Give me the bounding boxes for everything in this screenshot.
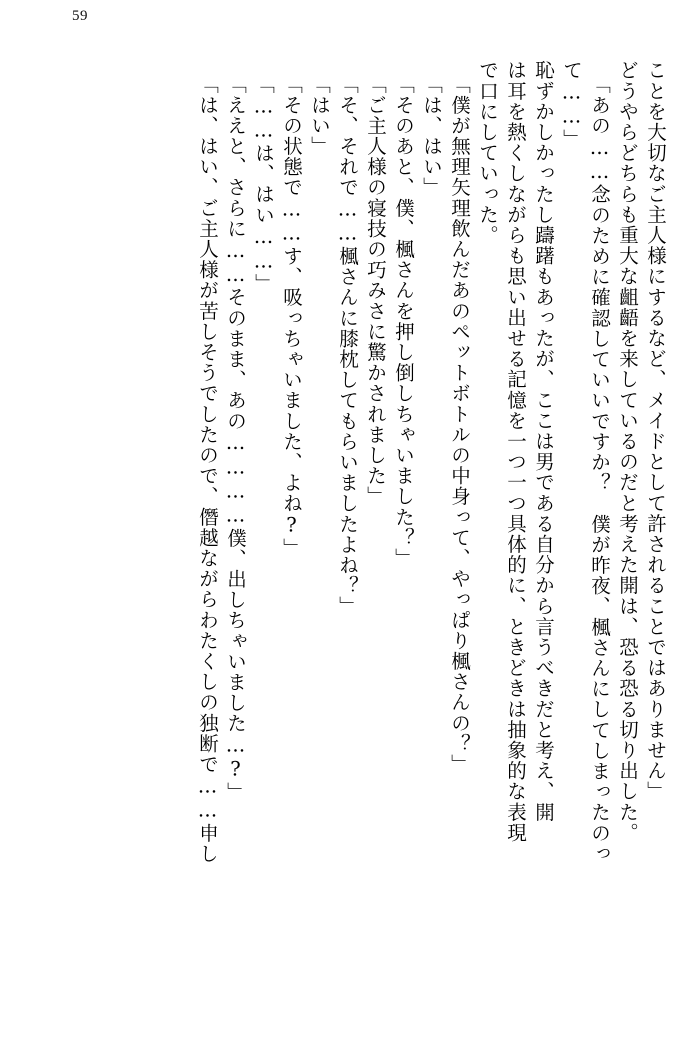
text-line: 「……は、はい……」	[252, 74, 275, 294]
text-line: て……」	[560, 60, 583, 150]
text-line: 「そのあと、僕、楓さんを押し倒しちゃいました？」	[392, 74, 415, 569]
text-line: 「ご主人様の寝技の巧みさに驚かされました」	[364, 74, 387, 507]
text-line: 「その状態で……す、吸っちゃいました、よね?」	[280, 74, 303, 559]
text-line: 「そ、それで……楓さんに膝枕してもらいましたよね？」	[336, 74, 359, 617]
vertical-text-block	[30, 60, 665, 1010]
text-line: 「ええと、さらに……そのまま、あの…………僕、出しちゃいました…?」	[224, 74, 247, 803]
text-line: 「は、はい、ご主人様が苦しそうでしたので、僭越ながらわたくしの独断で……申し	[196, 74, 219, 864]
text-line: で口にしていった。	[476, 60, 499, 246]
text-line: 「僕が無理矢理飲んだあのペットボトルの中身って、やっぱり楓さんの？」	[448, 74, 471, 775]
page-number: 59	[72, 8, 88, 24]
text-line: 「はい」	[308, 74, 331, 157]
text-line: どうやらどちらも重大な齟齬を来しているのだと考えた開は、恐る恐る切り出した。	[616, 60, 639, 843]
text-line: 恥ずかしかったし躊躇もあったが、ここは男である自分から言うべきだと考え、開	[532, 60, 555, 823]
text-line: 「あの……念のために確認していいですか？ 僕が昨夜、楓さんにしてしまったのっ	[588, 74, 611, 864]
text-line: ことを大切なご主人様にするなど、メイドとして許されることではありません」	[644, 60, 667, 802]
text-line: は耳を熱くしながらも思い出せる記憶を一つ一つ具体的に、ときどきは抽象的な表現	[504, 60, 527, 843]
text-line: 「は、はい」	[420, 74, 443, 198]
